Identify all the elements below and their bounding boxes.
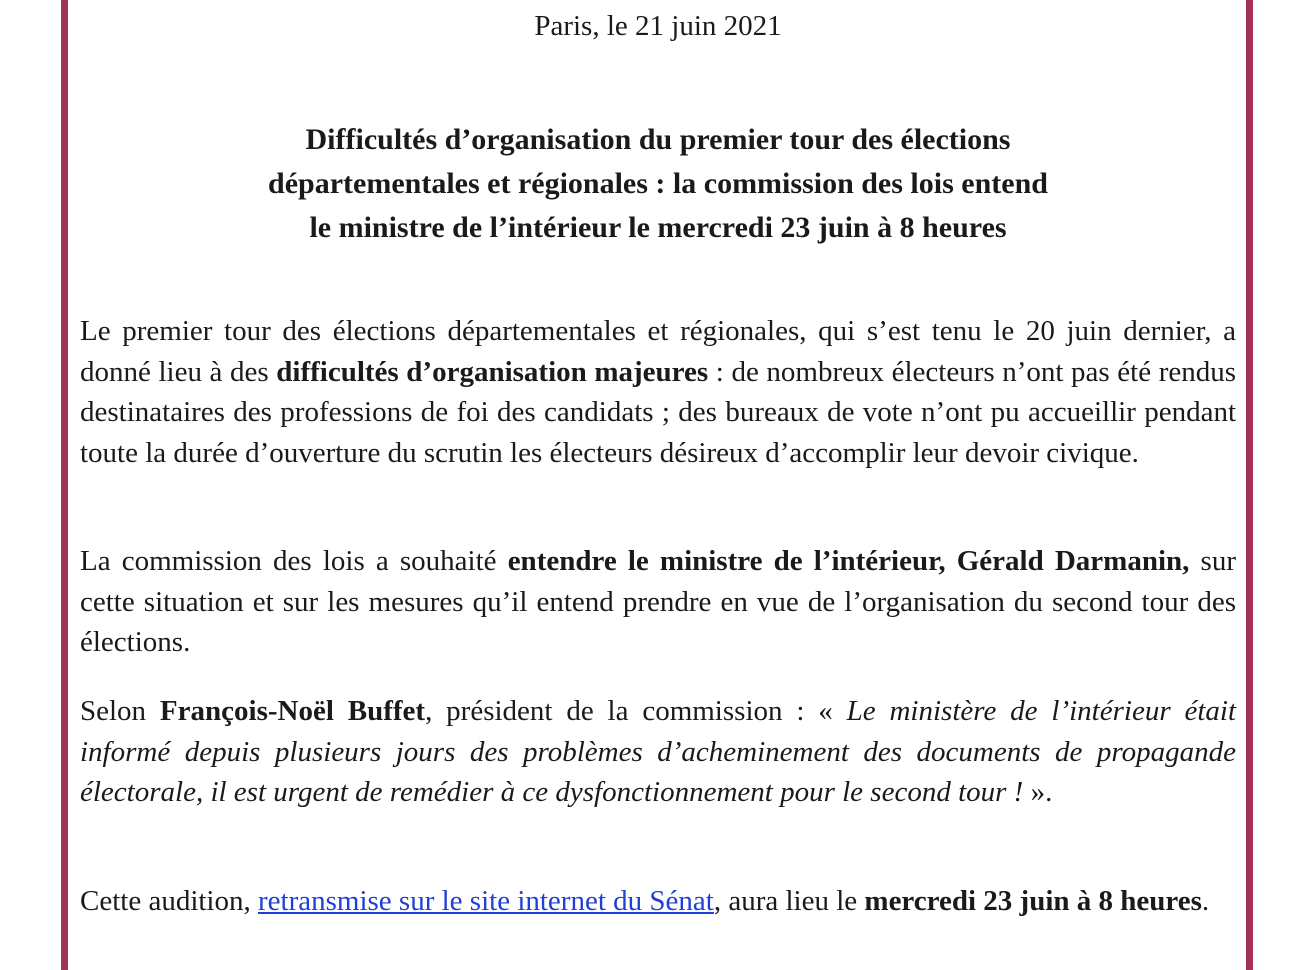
paragraph-2 — [80, 541, 1236, 663]
paragraph-4 — [80, 881, 1236, 922]
paragraph-4-bold-1: mercredi 23 juin à 8 heures — [864, 885, 1202, 917]
headline-line-3: le ministre de l’intérieur le mercredi 23 juin à 8 heures — [309, 211, 1007, 244]
paragraph-3-text-3: ». — [1023, 776, 1053, 808]
paragraph-3-text-1: Selon — [80, 695, 160, 727]
paragraph-3-bold-1: François-Noël Buffet — [159, 695, 426, 727]
paragraph-1 — [80, 311, 1236, 473]
headline — [80, 118, 1236, 250]
headline-line-2: départementales et régionales : la commission des lois entend — [268, 167, 1048, 200]
paragraph-4-text-3: . — [1201, 885, 1210, 917]
dateline: Paris, le 21 juin 2021 — [534, 10, 782, 42]
paragraph-1-bold-1: difficultés d’organisation majeures — [276, 355, 709, 388]
paragraph-4-text-2: , aura lieu le — [713, 885, 865, 917]
right-margin-rule — [1246, 0, 1253, 970]
left-margin-rule — [61, 0, 68, 970]
paragraph-1-text-2: : de nombreux électeurs n’ont pas été rendus destinataires des professions de foi des candidats ; des bureaux de vote n’ont pu accueillir pendant toute la durée d’ouverture du scrutin les électeurs désireux d’accomplir leur devoir civique. — [80, 355, 1237, 469]
paragraph-3 — [80, 691, 1236, 813]
paragraph-2-text-1: La commission des lois a souhaité — [80, 545, 508, 577]
paragraph-3-text-2: , président de la commission : « — [425, 695, 847, 727]
senat-broadcast-link[interactable]: retransmise sur le site internet du Sénat — [258, 885, 714, 917]
headline-line-1: Difficultés d’organisation du premier tour des élections — [305, 123, 1011, 156]
paragraph-3-quote: Le ministère de l’intérieur était informé depuis plusieurs jours des problèmes d’acheminement des documents de propagande électorale, il est urgent de remédier à ce dysfonctionnement pour le second tour ! — [80, 695, 1237, 808]
paragraph-4-text-1: Cette audition, — [80, 885, 258, 917]
paragraph-2-text-2: sur cette situation et sur les mesures qu’il entend prendre en vue de l’organisation du second tour des élections. — [80, 545, 1236, 658]
paragraph-1-text-1: Le premier tour des élections départementales et régionales, qui s’est tenu le 20 juin dernier, a donné lieu à des — [80, 315, 1236, 388]
paragraph-2-bold-1: entendre le ministre de l’intérieur, Gérald Darmanin, — [507, 545, 1190, 577]
